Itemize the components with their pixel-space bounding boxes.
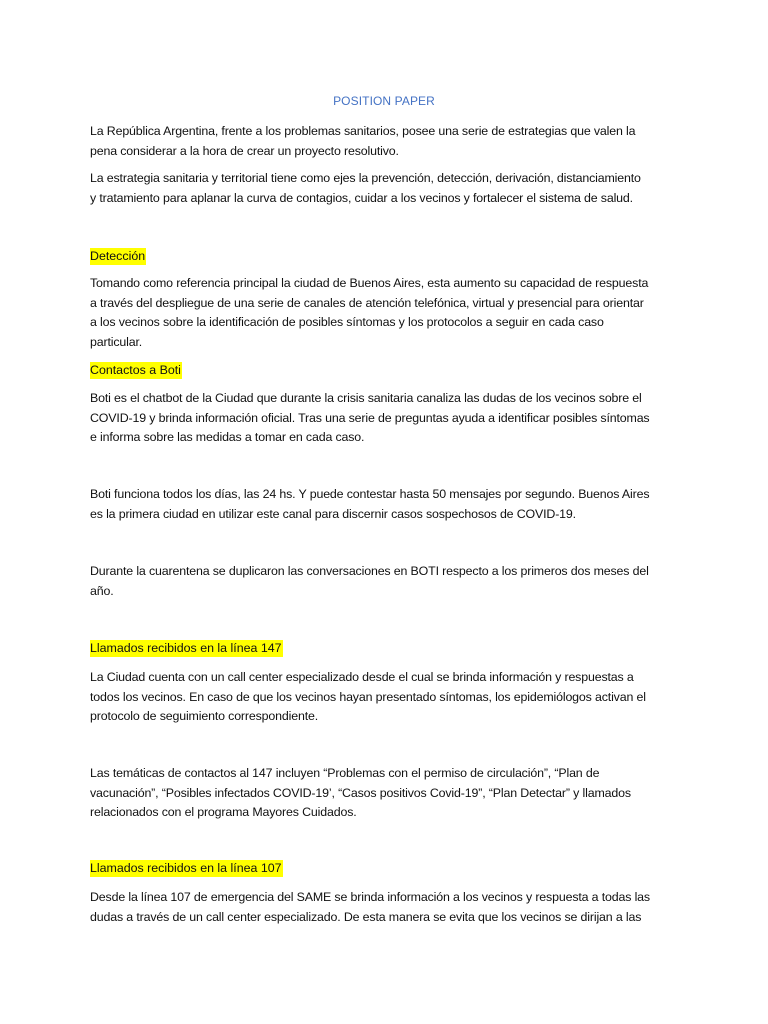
- highlighted-heading-text: Contactos a Boti: [90, 363, 181, 377]
- text-line: es la primera ciudad en utilizar este canal para discernir casos sospechosos de COVID-19.: [90, 506, 576, 521]
- highlighted-heading-text: Llamados recibidos en la línea 107: [90, 861, 282, 875]
- text-line: Durante la cuarentena se duplicaron las conversaciones en BOTI respecto a los primeros dos meses del: [90, 564, 649, 578]
- text-line: todos los vecinos. En caso de que los vecinos hayan presentado síntomas, los epidemiólogos activan el: [90, 689, 646, 704]
- text-line: La República Argentina, frente a los problemas sanitarios, posee una serie de estrategias que valen la: [90, 124, 636, 138]
- text-line: año.: [90, 583, 114, 598]
- text-line: COVID-19 y brinda información oficial. Tras una serie de preguntas ayuda a identificar posibles síntomas: [90, 410, 650, 425]
- strategy-paragraph: [90, 169, 680, 208]
- intro-paragraph: [90, 122, 680, 161]
- text-line: Boti funciona todos los días, las 24 hs. Y puede contestar hasta 50 mensajes por segundo. Buenos Aires: [90, 487, 650, 501]
- boti-paragraph-3: [90, 562, 680, 601]
- text-line: Boti es el chatbot de la Ciudad que durante la crisis sanitaria canaliza las dudas de los vecinos sobre el: [90, 391, 642, 405]
- text-line: a través del despliegue de una serie de canales de atención telefónica, virtual y presencial para orientar: [90, 295, 644, 310]
- page-title: POSITION PAPER: [333, 94, 435, 108]
- text-line: particular.: [90, 334, 143, 349]
- text-line: protocolo de seguimiento correspondiente.: [90, 709, 319, 723]
- linea-147-paragraph-1: [90, 668, 680, 727]
- text-line: Tomando como referencia principal la ciudad de Buenos Aires, esta aumento su capacidad de respuesta: [90, 276, 649, 290]
- text-line: Las temáticas de contactos al 147 incluyen “Problemas con el permiso de circulación”, “Plan de: [90, 766, 600, 780]
- text-line: y tratamiento para aplanar la curva de contagios, cuidar a los vecinos y fortalecer el sistema de salud.: [90, 190, 633, 205]
- linea-147-paragraph-2: [90, 764, 680, 823]
- text-line: Desde la línea 107 de emergencia del SAME se brinda información a los vecinos y respuesta a todas las: [90, 890, 650, 904]
- text-line: a los vecinos sobre la identificación de posibles síntomas y los protocolos a seguir en cada caso: [90, 315, 604, 329]
- section-heading-linea-107: [90, 860, 283, 877]
- text-line: La estrategia sanitaria y territorial tiene como ejes la prevención, detección, derivación, distanciamiento: [90, 171, 641, 185]
- text-line: vacunación”, “Posibles infectados COVID-19’, “Casos positivos Covid-19”, “Plan Detectar” y llamados: [90, 785, 631, 800]
- linea-107-paragraph: [90, 888, 680, 927]
- section-heading-boti: [90, 362, 182, 379]
- deteccion-paragraph: [90, 274, 680, 352]
- boti-paragraph-1: [90, 389, 680, 448]
- section-heading-deteccion: [90, 248, 146, 265]
- section-heading-linea-147: [90, 640, 283, 657]
- text-line: relacionados con el programa Mayores Cuidados.: [90, 805, 357, 819]
- text-line: pena considerar a la hora de crear un proyecto resolutivo.: [90, 143, 399, 158]
- text-line: e informa sobre las medidas a tomar en cada caso.: [90, 430, 365, 444]
- highlighted-heading-text: Detección: [90, 249, 146, 263]
- text-line: La Ciudad cuenta con un call center especializado desde el cual se brinda información y respuestas a: [90, 670, 634, 684]
- highlighted-heading-text: Llamados recibidos en la línea 147: [90, 641, 282, 655]
- boti-paragraph-2: [90, 485, 680, 524]
- text-line: dudas a través de un call center especializado. De esta manera se evita que los vecinos se dirijan a las: [90, 909, 642, 924]
